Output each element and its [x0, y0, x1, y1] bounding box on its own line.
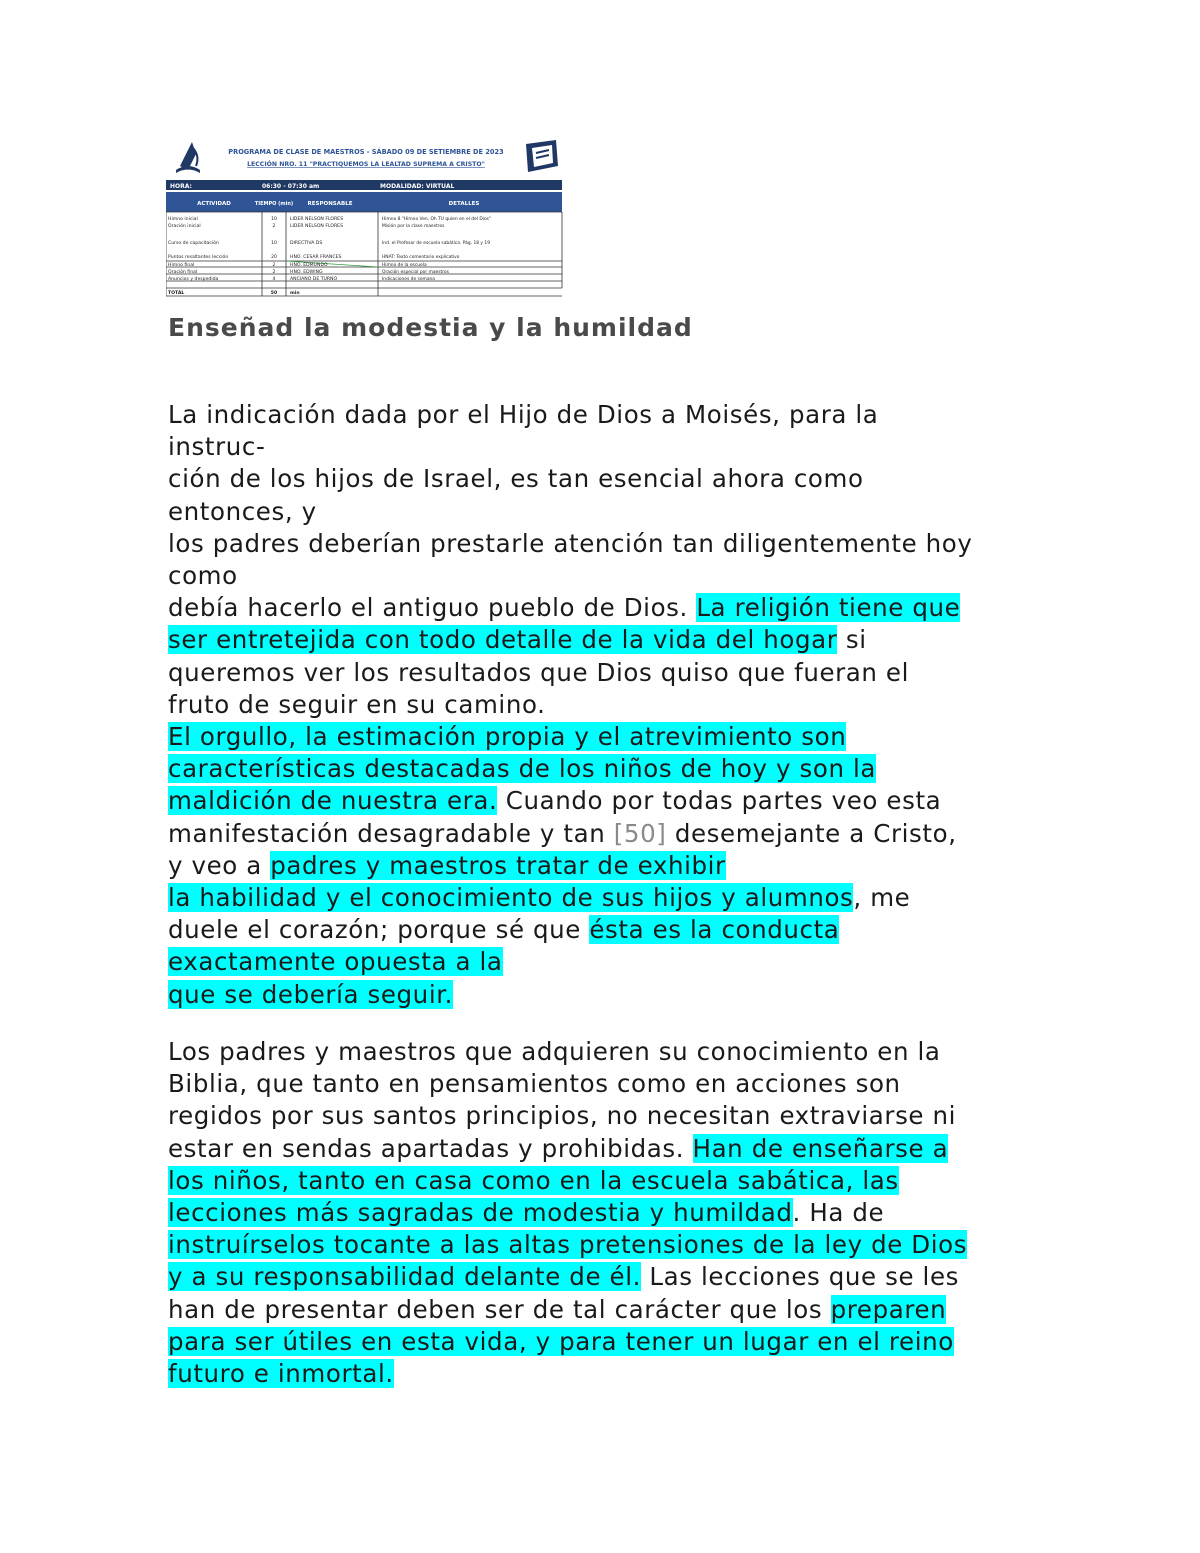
- table-cell: Himno 8 "Himno Ven, Oh TU quien en el del Dios": [382, 217, 491, 222]
- table-cell: Puntos resaltantes lección: [168, 255, 229, 260]
- text-segment: han de presentar deben ser de tal carácter que los: [168, 1294, 831, 1324]
- text-segment: regidos por sus santos principios, no necesitan extraviarse ni: [168, 1101, 957, 1131]
- table-cell: Ind. el Profesor de escuela sabática. Pág. 18 y 19: [382, 241, 491, 246]
- text-segment: ción de los hijos de Israel, es tan esencial ahora como: [168, 464, 864, 494]
- program-subtitle: LECCIÓN NRO. 11 "PRACTIQUEMOS LA LEALTAD SUPREMA A CRISTO": [247, 161, 485, 168]
- text-segment: desemejante a Cristo,: [666, 818, 957, 848]
- text-segment: si: [837, 625, 867, 655]
- text-segment: La indicación dada por el Hijo de Dios a Moisés, para la: [168, 400, 879, 429]
- table-cell: 2: [272, 224, 276, 229]
- program-title: PROGRAMA DE CLASE DE MAESTROS - SÁBADO 09 DE SETIEMBRE DE 2023: [228, 148, 504, 156]
- text-line: [168, 689, 1048, 721]
- table-cell: 20: [271, 255, 277, 260]
- table-cell: LIDER NELSON FLORES: [290, 217, 343, 222]
- info-hora: HORA:: [170, 183, 192, 190]
- highlighted-text: Han de enseñarse a: [692, 1133, 949, 1163]
- text-segment: fruto de seguir en su camino.: [168, 689, 546, 719]
- highlighted-text: maldición de nuestra era.: [168, 786, 498, 816]
- text-line: [168, 592, 1048, 624]
- table-cell: 2: [272, 270, 276, 275]
- text-segment: debía hacerlo el antiguo pueblo de Dios.: [168, 593, 697, 623]
- section-heading: Enseñad la modestia y la humildad: [168, 313, 693, 342]
- text-line: [168, 1165, 1048, 1197]
- highlighted-text: preparen: [830, 1294, 947, 1324]
- text-line: [168, 1100, 1048, 1132]
- text-line: [168, 753, 1048, 785]
- text-line: [168, 785, 1048, 817]
- table-cell: 4: [272, 277, 276, 282]
- text-line: [168, 721, 1048, 753]
- highlighted-text: lecciones más sagradas de modestia y humildad: [168, 1198, 793, 1228]
- text-line: [168, 1294, 1048, 1326]
- text-segment: estar en sendas apartadas y prohibidas.: [168, 1133, 693, 1163]
- text-line: [168, 882, 1048, 914]
- text-segment: los padres deberían prestarle atención tan diligentemente hoy: [168, 528, 973, 558]
- col-header-tiempo: TIEMPO (min): [254, 201, 294, 207]
- table-cell: HNO. CESAR FRANCES: [290, 255, 342, 260]
- table-cell: Misión por la clase maestros: [382, 224, 445, 229]
- table-cell: Curso de capacitación: [168, 241, 219, 246]
- text-line: [168, 1068, 1048, 1100]
- text-line: [168, 914, 1048, 946]
- col-header-responsable: RESPONSABLE: [307, 201, 353, 207]
- table-cell: LIDER NELSON FLORES: [290, 224, 343, 229]
- text-line: [168, 657, 1048, 689]
- text-segment: queremos ver los resultados que Dios quiso que fueran el: [168, 657, 910, 687]
- table-cell: DIRECTIVA DS: [290, 241, 323, 246]
- text-segment: duele el corazón; porque sé que: [168, 915, 590, 945]
- highlighted-text: instruírselos tocante a las altas pretensiones de la ley de Dios: [168, 1230, 968, 1260]
- text-line: [168, 1358, 1048, 1390]
- table-cell: 10: [271, 241, 277, 246]
- page-reference: [50]: [613, 818, 667, 848]
- table-cell: Indicaciones de semana: [382, 277, 435, 282]
- highlighted-text: la habilidad y el conocimiento de sus hijos y alumnos: [168, 883, 854, 913]
- highlighted-text: padres y maestros tratar de exhibir: [270, 850, 726, 880]
- info-modalidad: MODALIDAD: VIRTUAL: [380, 183, 455, 190]
- text-segment: manifestación desagradable y tan: [168, 818, 614, 848]
- paragraph-1: [168, 399, 1048, 1011]
- table-cell: HNO. EDMUNDO: [290, 263, 328, 268]
- highlighted-text: para ser útiles en esta vida, y para tener un lugar en el reino: [168, 1326, 954, 1356]
- table-cell: HNAT: Texto comentario explicativo: [382, 255, 460, 260]
- highlighted-text: futuro e inmortal.: [168, 1359, 394, 1389]
- program-table-body: [168, 216, 491, 296]
- text-line: [168, 528, 1048, 560]
- table-cell: 10: [271, 217, 277, 222]
- table-cell: Himno inicial: [168, 217, 198, 222]
- col-header-detalles: DETALLES: [448, 201, 480, 207]
- text-line: [168, 850, 1048, 882]
- adventist-logo-icon: [176, 142, 200, 173]
- text-line: [168, 399, 1048, 431]
- text-line: [168, 946, 1048, 978]
- text-segment: Biblia, que tanto en pensamientos como en acciones son: [168, 1069, 901, 1099]
- text-line: [168, 979, 1048, 1011]
- table-cell: Anuncios y despedida: [168, 277, 219, 282]
- highlighted-text: ser entretejida con todo detalle de la vida del hogar: [168, 625, 838, 655]
- highlighted-text: los niños, tanto en casa como en la escuela sabática, las: [168, 1165, 899, 1195]
- text-line: [168, 624, 1048, 656]
- table-cell: 2: [272, 263, 276, 268]
- highlighted-text: exactamente opuesta a la: [168, 947, 503, 977]
- text-segment: instruc-: [168, 432, 266, 462]
- text-segment: entonces, y: [168, 496, 317, 526]
- text-line: [168, 431, 1048, 463]
- text-line: [168, 1326, 1048, 1358]
- text-segment: Cuando por todas partes veo esta: [497, 786, 942, 816]
- text-segment: Los padres y maestros que adquieren su conocimiento en la: [168, 1037, 941, 1066]
- text-segment: , me: [853, 883, 911, 913]
- table-cell: ANCIANO DE TURNO: [290, 277, 338, 282]
- program-schedule-image: [166, 136, 566, 302]
- table-cell: Himno de la escuela: [382, 263, 427, 268]
- text-line: [168, 1261, 1048, 1293]
- highlighted-text: La religión tiene que: [696, 593, 961, 623]
- text-line: [168, 1197, 1048, 1229]
- text-line: [168, 560, 1048, 592]
- text-line: [168, 818, 1048, 850]
- highlighted-text: ésta es la conducta: [589, 915, 840, 945]
- highlighted-text: El orgullo, la estimación propia y el atrevimiento son: [168, 722, 847, 752]
- table-cell: TOTAL: [168, 291, 185, 296]
- text-line: [168, 463, 1048, 495]
- table-cell: Oración final: [168, 270, 198, 275]
- table-cell: min: [290, 291, 300, 296]
- text-line: [168, 1229, 1048, 1261]
- text-line: [168, 1133, 1048, 1165]
- table-cell: Himno final: [168, 263, 195, 268]
- text-line: [168, 496, 1048, 528]
- paragraph-2: [168, 1036, 1048, 1390]
- text-segment: como: [168, 561, 238, 591]
- text-segment: y veo a: [168, 850, 271, 880]
- text-line: [168, 1036, 1048, 1068]
- table-cell: HNO. EDWING: [290, 270, 323, 275]
- text-segment: Las lecciones que se les: [641, 1262, 959, 1292]
- table-cell: Oración inicial: [168, 224, 201, 229]
- highlighted-text: y a su responsabilidad delante de él.: [168, 1262, 641, 1292]
- table-cell: Oración especial por maestros: [382, 270, 449, 275]
- highlighted-text: características destacadas de los niños de hoy y son la: [168, 754, 876, 784]
- text-segment: . Ha de: [792, 1198, 885, 1228]
- col-header-actividad: ACTIVIDAD: [197, 201, 231, 207]
- info-time: 06:30 - 07:30 am: [262, 183, 320, 190]
- highlighted-text: que se debería seguir.: [168, 979, 454, 1009]
- table-cell: 50: [270, 291, 278, 296]
- book-logo-icon: [526, 140, 558, 172]
